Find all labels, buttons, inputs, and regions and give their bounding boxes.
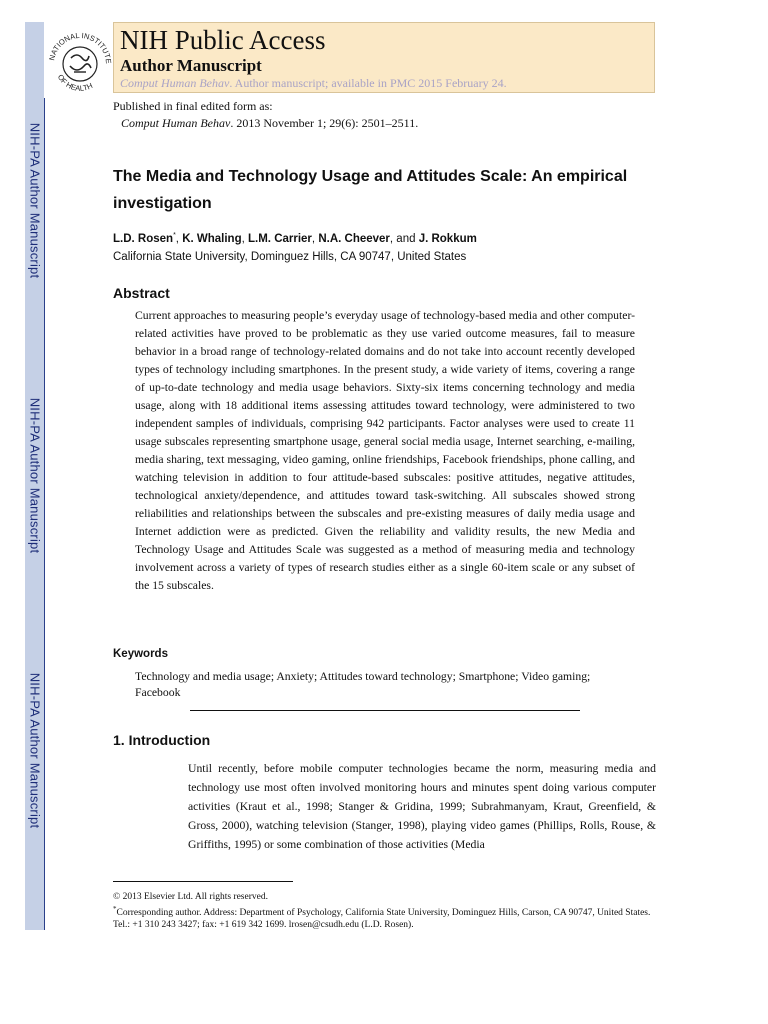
- corresponding-author-note: *Corresponding author. Address: Department of Psychology, California State University, Dominguez Hills, Carson, CA 90747, United States. Tel.: +1 310 243 3427; fax: +1 619 342 1699. lrosen@csudh.edu (L.D. Rosen).: [113, 904, 651, 930]
- svg-text:OF HEALTH: OF HEALTH: [55, 72, 95, 93]
- author-list: L.D. Rosen*, K. Whaling, L.M. Carrier, N.A. Cheever, and J. Rokkum: [113, 232, 477, 245]
- footnote-divider: [113, 881, 293, 882]
- header-title: NIH Public Access: [120, 25, 326, 55]
- author-name: L.D. Rosen: [113, 233, 174, 245]
- introduction-text: Until recently, before mobile computer technologies became the norm, measuring media and technology use most often involved monitoring hours and minutes spent doing various computer activities (Kraut et al., 1998; Stanger & Gridina, 1999; Subrahmanyam, Kraut, Greenfield, & Gross, 2000), watching television (Stanger, 1998), playing video games (Phillips, Rolls, Rouse, & Griffiths, 1995) or some combination of those activities (Media: [188, 762, 656, 851]
- sidebar-label-2: NIH-PA Author Manuscript: [27, 397, 43, 553]
- nih-logo: [44, 22, 114, 98]
- affiliation: California State University, Dominguez Hills, CA 90747, United States: [113, 251, 467, 263]
- keywords-heading: Keywords: [113, 648, 168, 660]
- article-title: The Media and Technology Usage and Attitudes Scale: An empirical investigation: [113, 168, 628, 212]
- keywords-text: Technology and media usage; Anxiety; Attitudes toward technology; Smartphone; Video gaming; Facebook: [135, 670, 591, 699]
- copyright-notice: © 2013 Elsevier Ltd. All rights reserved.: [113, 892, 268, 902]
- section-divider: [190, 710, 580, 711]
- header-subtitle: Author Manuscript: [120, 56, 262, 75]
- nih-seal-icon: [44, 22, 114, 98]
- sidebar-label-1: NIH-PA Author Manuscript: [27, 122, 43, 278]
- published-citation: Published in final edited form as: Comput Human Behav. 2013 November 1; 29(6): 2501–2511.: [113, 99, 419, 130]
- abstract-heading: Abstract: [113, 285, 170, 301]
- author-name: K. Whaling: [182, 233, 242, 245]
- svg-text:NATIONAL INSTITUTES: NATIONAL INSTITUTE: [47, 30, 114, 65]
- author-name: N.A. Cheever: [318, 233, 390, 245]
- nih-public-access-header: [113, 22, 655, 93]
- author-name: J. Rokkum: [418, 233, 477, 245]
- header-availability: Comput Human Behav. Author manuscript; available in PMC 2015 February 24.: [120, 76, 507, 90]
- author-name: L.M. Carrier: [248, 233, 312, 245]
- introduction-heading: 1. Introduction: [113, 732, 211, 748]
- abstract-text: Current approaches to measuring people’s everyday usage of technology-based media and other computer-related activities have proved to be problematic as they use varied outcome measures, fail to measure behavior in a broad range of technology-related domains and do not take into account recently developed types of technology including smartphones. In the present study, a wide variety of items, covering a range of up-to-date technology and media usage behaviors. Sixty-six items concerning technology and media usage, along with 18 additional items assessing attitudes toward technology, were administered to two independent samples of individuals, comprising 942 participants. Factor analyses were used to create 11 usage subscales representing smartphone usage, general social media usage, Internet searching, e-mailing, media sharing, text messaging, video gaming, online friendships, Facebook friendships, phone calling, and watching television in addition to four attitude-based subscales: positive attitudes, negative attitudes, technological anxiety/dependence, and attitudes toward task-switching. All subscales showed strong reliabilities and relationships between the subscales and pre-existing measures of daily media usage and Internet addiction were as predicted. Given the reliability and validity results, the new Media and Technology Usage and Attitudes Scale was suggested as a method of measuring media and technology involvement across a variety of types of research studies either as a single 60-item scale or any subset of the 15 subscales.: [135, 309, 635, 592]
- sidebar-label-3: NIH-PA Author Manuscript: [27, 672, 43, 828]
